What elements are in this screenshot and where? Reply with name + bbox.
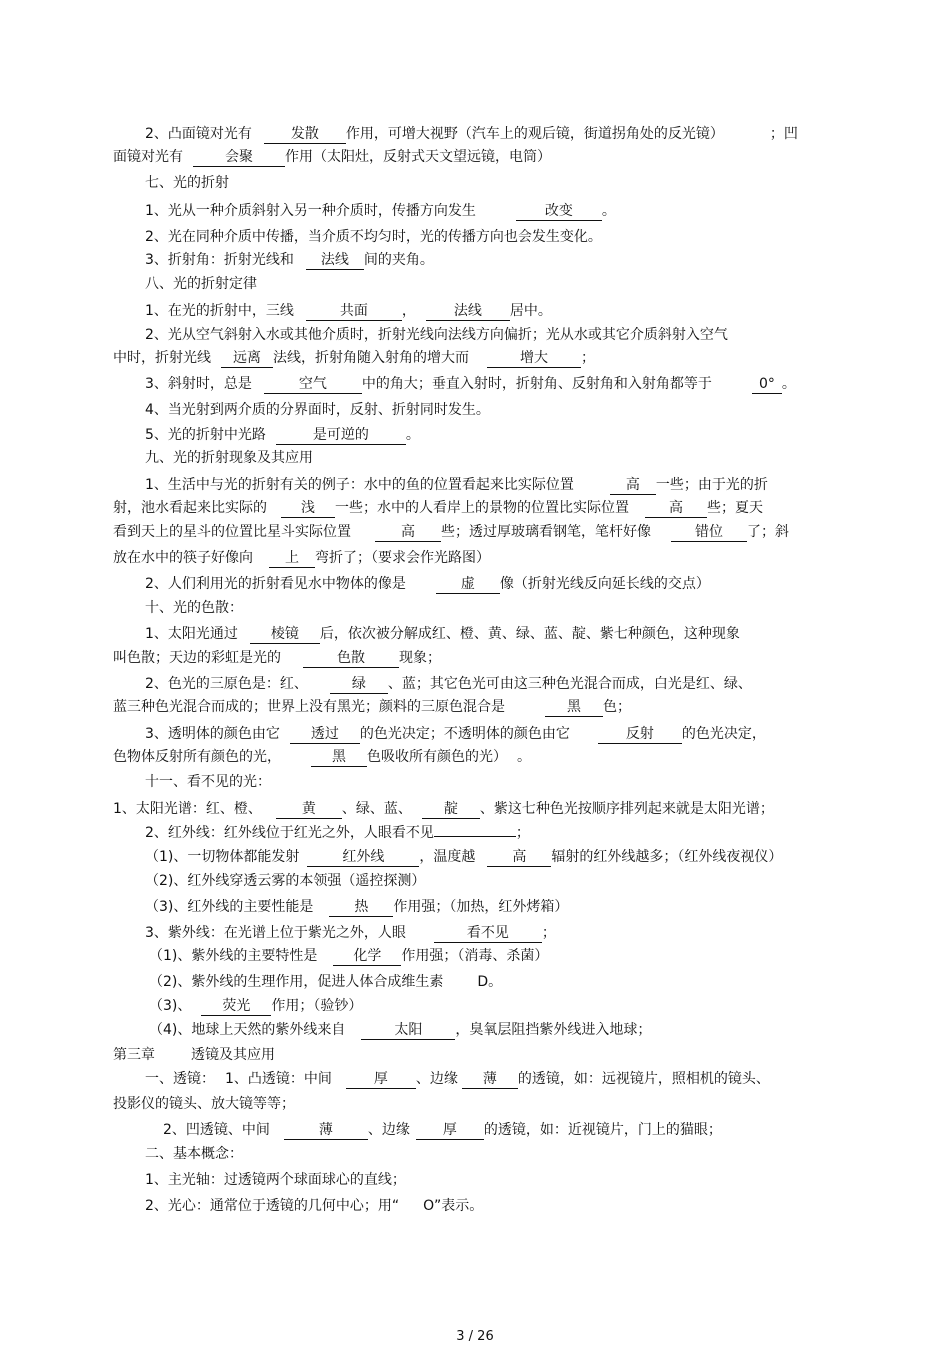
fill-in-answer: 靛 — [422, 801, 480, 819]
text-segment: 蓝三种色光混合而成的；世界上没有黑光；颜料的三原色混合是 — [113, 699, 505, 715]
text-line — [163, 1120, 889, 1140]
text-segment: 2、凹透镜、中间 — [163, 1122, 270, 1138]
fill-in-answer: 空气 — [264, 376, 362, 394]
text-line — [145, 425, 871, 445]
text-line — [113, 1094, 839, 1114]
text-segment: 、绿、蓝、 — [341, 801, 412, 817]
fill-in-answer: 绿 — [330, 676, 388, 694]
text-segment: （1)、紫外线的主要特性是 — [149, 948, 318, 964]
fill-in-answer: 棱镜 — [250, 626, 320, 644]
fill-in-answer: 共面 — [306, 303, 402, 321]
text-segment: 第三章 — [113, 1047, 155, 1063]
fill-in-answer: 荧光 — [201, 998, 271, 1016]
text-segment: 4、当光射到两介质的分界面时，反射、折射同时发生。 — [145, 402, 490, 418]
text-segment: 弯折了；（要求会作光路图） — [315, 550, 490, 566]
text-segment: 作用（太阳灶，反射式天文望远镜，电筒） — [285, 149, 551, 165]
text-segment: 。 — [781, 376, 796, 392]
text-segment: 2、人们利用光的折射看见水中物体的像是 — [145, 576, 406, 592]
text-segment: 透镜及其应用 — [191, 1047, 275, 1063]
text-segment: 作用，可增大视野（汽车上的观后镜，街道拐角处的反光镜） — [345, 126, 724, 142]
text-segment: 看到天上的星斗的位置比星斗实际位置 — [113, 524, 351, 540]
text-segment: D。 — [477, 974, 503, 990]
text-segment: （2)、紫外线的生理作用，促进人体合成维生素 — [149, 974, 444, 990]
text-segment: ； — [515, 825, 530, 841]
text-line — [145, 1170, 871, 1190]
text-segment: 1、太阳光通过 — [145, 626, 238, 642]
fill-in-answer: 看不见 — [434, 925, 542, 943]
text-line — [113, 648, 839, 668]
text-line — [145, 598, 871, 618]
text-segment: ； — [541, 925, 556, 941]
text-segment: 1、凸透镜：中间 — [225, 1071, 332, 1087]
text-segment: 5、光的折射中光路 — [145, 427, 266, 443]
fill-in-answer: 太阳 — [361, 1022, 455, 1040]
text-line — [145, 301, 871, 321]
text-line — [113, 522, 839, 542]
text-segment: 2、光心：通常位于透镜的几何中心；用“ — [145, 1198, 400, 1214]
text-segment: 十一、看不见的光： — [145, 774, 271, 790]
text-segment: ；凹 — [769, 126, 798, 142]
fill-in-answer: 黑 — [311, 749, 367, 767]
text-segment: 法线，折射角随入射角的增大而 — [273, 350, 469, 366]
text-line — [145, 400, 871, 420]
text-segment: 了；斜 — [747, 524, 789, 540]
text-line — [113, 348, 839, 368]
fill-in-answer: 厚 — [346, 1071, 416, 1089]
text-segment: ，臭氧层阻挡紫外线进入地球； — [455, 1022, 652, 1038]
text-segment: 十、光的色散： — [145, 600, 243, 616]
text-line — [145, 475, 871, 495]
text-segment: 。 — [405, 427, 420, 443]
text-line — [113, 548, 839, 568]
text-segment: 色物体反射所有颜色的光， — [113, 749, 281, 765]
text-segment: 的色光决定， — [681, 726, 766, 742]
text-line — [145, 674, 871, 694]
text-line — [113, 697, 839, 717]
text-line — [145, 173, 871, 193]
text-segment: 后，依次被分解成红、橙、黄、绿、蓝、靛、紫七种颜色，这种现象 — [319, 626, 740, 642]
text-line — [145, 847, 871, 867]
text-segment: 的色光决定；不透明体的颜色由它 — [359, 726, 570, 742]
fill-in-answer: 黄 — [276, 801, 342, 819]
fill-in-answer: 法线 — [306, 252, 364, 270]
text-segment: 作用强；（加热，红外烤箱） — [393, 899, 569, 915]
text-line — [145, 1069, 871, 1089]
text-line — [145, 124, 871, 144]
fill-in-answer: 上 — [269, 550, 315, 568]
text-line — [149, 996, 875, 1016]
text-line — [149, 1020, 875, 1040]
fill-in-answer: 高 — [645, 500, 707, 518]
text-segment: 、边缘 — [415, 1071, 458, 1087]
text-line — [145, 923, 871, 943]
fill-in-answer: 厚 — [416, 1122, 484, 1140]
fill-in-answer: 反射 — [598, 726, 682, 744]
text-segment: 面镜对光有 — [113, 149, 183, 165]
fill-in-answer: 发散 — [264, 126, 346, 144]
text-segment: 八、光的折射定律 — [145, 276, 257, 292]
text-segment: 射，池水看起来比实际的 — [113, 500, 267, 516]
text-segment: 居中。 — [509, 303, 552, 319]
text-segment: 色吸收所有颜色的光） — [367, 749, 507, 765]
fill-in-answer: 法线 — [426, 303, 510, 321]
fill-in-answer: 高 — [375, 524, 441, 542]
text-line — [145, 724, 871, 744]
text-line — [145, 624, 871, 644]
text-segment: O”表示。 — [423, 1198, 484, 1214]
text-segment: 投影仪的镜头、放大镜等等； — [113, 1096, 295, 1112]
page-number: 3 / 26 — [456, 1329, 494, 1344]
text-segment: 3、透明体的颜色由它 — [145, 726, 280, 742]
fill-in-answer: 高 — [610, 477, 656, 495]
text-segment: 叫色散；天边的彩虹是光的 — [113, 650, 281, 666]
text-line — [145, 871, 871, 891]
fill-in-answer: 黑 — [545, 699, 603, 717]
text-segment: 2、凸面镜对光有 — [145, 126, 252, 142]
fill-in-answer: 远离 — [221, 350, 273, 368]
fill-in-answer: 错位 — [671, 524, 747, 542]
fill-in-answer: 改变 — [516, 203, 602, 221]
text-line — [113, 498, 839, 518]
fill-in-answer: 薄 — [284, 1122, 368, 1140]
text-segment: 。 — [601, 203, 616, 219]
text-segment: 辐射的红外线越多；（红外线夜视仪） — [551, 849, 783, 865]
text-segment: 1、光从一种介质斜射入另一种介质时，传播方向发生 — [145, 203, 476, 219]
text-segment: 一些；由于光的折 — [655, 477, 768, 493]
fill-in-answer: 0° — [752, 376, 782, 394]
text-line — [145, 374, 871, 394]
text-segment: 像（折射光线反向延长线的交点） — [499, 576, 710, 592]
text-segment: 1、在光的折射中，三线 — [145, 303, 294, 319]
text-segment: 中时，折射光线 — [113, 350, 211, 366]
text-line — [145, 274, 871, 294]
text-segment: 的透镜，如：近视镜片，门上的猫眼； — [483, 1122, 722, 1138]
text-segment: 2、色光的三原色是：红、 — [145, 676, 308, 692]
fill-in-answer: 增大 — [487, 350, 581, 368]
text-segment: 放在水中的筷子好像向 — [113, 550, 253, 566]
text-segment: 1、太阳光谱：红、橙、 — [113, 801, 262, 817]
text-line — [145, 448, 871, 468]
text-line — [149, 972, 875, 992]
fill-in-answer: 化学 — [333, 948, 401, 966]
text-segment: （1)、一切物体都能发射 — [145, 849, 300, 865]
text-segment: 一、透镜： — [145, 1071, 215, 1087]
text-segment: （2)、红外线穿透云雾的本领强（遥控探测） — [145, 873, 426, 889]
text-segment: 中的角大；垂直入射时，折射角、反射角和入射角都等于 — [361, 376, 712, 392]
text-line — [145, 227, 871, 247]
fill-in-answer: 红外线 — [307, 849, 419, 867]
text-line — [145, 772, 871, 792]
text-segment: 一些；水中的人看岸上的景物的位置比实际位置 — [335, 500, 629, 516]
text-line — [145, 325, 871, 345]
text-line — [145, 250, 871, 270]
text-segment: 。 — [517, 749, 531, 765]
text-segment: 色； — [603, 699, 631, 715]
text-segment: 2、光从空气斜射入水或其他介质时，折射光线向法线方向偏折；光从水或其它介质斜射入空气 — [145, 327, 728, 343]
text-line — [145, 823, 871, 843]
fill-in-answer: 虚 — [436, 576, 500, 594]
text-segment: 现象； — [399, 650, 441, 666]
text-line — [113, 147, 839, 167]
fill-in-answer: 色散 — [303, 650, 399, 668]
text-line — [145, 1144, 871, 1164]
text-segment: 2、光在同种介质中传播，当介质不均匀时，光的传播方向也会发生变化。 — [145, 229, 602, 245]
text-segment: （4)、地球上天然的紫外线来自 — [149, 1022, 346, 1038]
text-segment: （3)、 — [149, 998, 192, 1014]
text-segment: 3、斜射时，总是 — [145, 376, 252, 392]
fill-in-answer: 薄 — [462, 1071, 518, 1089]
text-line — [113, 799, 839, 819]
text-segment: 九、光的折射现象及其应用 — [145, 450, 313, 466]
text-segment: 些；透过厚玻璃看钢笔，笔杆好像 — [441, 524, 651, 540]
text-segment: 、紫这七种色光按顺序排列起来就是太阳光谱； — [479, 801, 774, 817]
fill-in-answer: 透过 — [290, 726, 360, 744]
fill-in-answer: 会聚 — [193, 149, 285, 167]
text-segment: 、边缘 — [367, 1122, 410, 1138]
fill-in-answer: 热 — [329, 899, 393, 917]
text-segment: 的透镜，如：远视镜片，照相机的镜头、 — [517, 1071, 770, 1087]
text-segment: 七、光的折射 — [145, 175, 229, 191]
fill-in-answer: 高 — [487, 849, 551, 867]
fill-in-answer: 是可逆的 — [276, 427, 406, 445]
text-segment: ， — [401, 303, 416, 319]
text-segment: 、蓝；其它色光可由这三种色光混合而成，白光是红、绿、 — [387, 676, 752, 692]
text-line — [113, 1045, 839, 1065]
text-segment: 间的夹角。 — [363, 252, 434, 268]
fill-in-answer — [434, 836, 516, 837]
text-segment: 3、折射角：折射光线和 — [145, 252, 294, 268]
text-line — [145, 201, 871, 221]
text-line — [145, 1196, 871, 1216]
text-segment: 2、红外线：红外线位于红光之外，人眼看不见 — [145, 825, 434, 841]
text-line — [149, 946, 875, 966]
text-segment: 些；夏天 — [707, 500, 763, 516]
text-segment: （3)、红外线的主要性能是 — [145, 899, 314, 915]
text-line — [145, 897, 871, 917]
text-segment: 作用强；（消毒、杀菌） — [401, 948, 549, 964]
fill-in-answer: 浅 — [281, 500, 335, 518]
text-segment: ； — [581, 350, 595, 366]
text-segment: 二、基本概念： — [145, 1146, 243, 1162]
text-segment: 1、主光轴：过透镜两个球面球心的直线； — [145, 1172, 406, 1188]
text-segment: 3、紫外线：在光谱上位于紫光之外，人眼 — [145, 925, 406, 941]
text-segment: ，温度越 — [419, 849, 476, 865]
text-line — [113, 747, 839, 767]
text-line — [145, 574, 871, 594]
text-segment: 1、生活中与光的折射有关的例子：水中的鱼的位置看起来比实际位置 — [145, 477, 574, 493]
text-segment: 作用；（验钞） — [271, 998, 363, 1014]
